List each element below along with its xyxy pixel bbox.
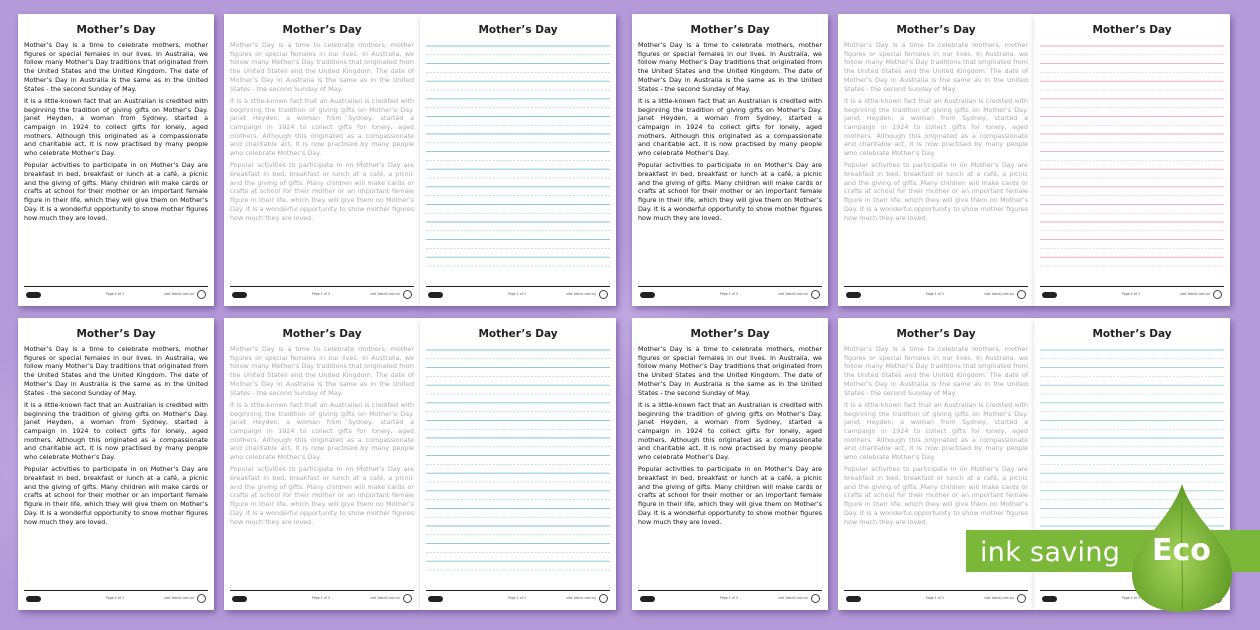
seal-icon [599,594,608,603]
footer-site-link: visit twinkl.com.au [984,292,1014,296]
page-footer [420,284,616,306]
seal-icon [197,594,206,603]
page-footer [224,588,420,610]
seal-icon [1213,290,1222,299]
page-title: Mother’s Day [1092,24,1172,36]
twinkl-logo-icon [640,596,655,602]
paragraph: It is a little-known fact that an Australian is credited with beginning the tradition of giving gifts on Mother’s Day. Janet Heyden, a woman from Sydney, started a campaign in 1924 to collect gifts for lonely, aged mothers. Although this originated as a compassionate and charitable act, it is now practised by many people who celebrate Mother’s Day. [230,400,414,462]
badge-ink-saving-text: ink saving [980,537,1121,568]
paragraph: It is a little-known fact that an Australian is credited with beginning the tradition of giving gifts on Mother’s Day. Janet Heyden, a woman from Sydney, started a campaign in 1924 to collect gifts for lonely, aged mothers. Although this originated as a compassionate and charitable act, it is now practised by many people who celebrate Mother’s Day. [24,400,208,462]
seal-icon [403,594,412,603]
page-body-text [638,41,822,226]
twinkl-logo-icon [1042,292,1057,298]
reading-page [18,318,214,610]
paragraph: Popular activities to participate in on Mother’s Day are breakfast in bed, breakfast or lunch at a café, a picnic and the giving of gifts. Many children will make cards or crafts at school for their mother or an important female figure in their life, which they will give them on Mother’s Day. It is a wonderful opportunity to show mother figures how much they are loved. [24,161,208,222]
footer-page-number: Page 1 of 3 [312,596,330,600]
ink-saving-eco-badge [966,486,1260,600]
paragraph: Mother’s Day is a time to celebrate mothers, mother figures or special females in our lives. In Australia, we follow many Mother’s Day traditions that originated from the United States and the United Kingdom. The date of Mother’s Day in Australia is the same as in the United States - the second Sunday of May. [638,345,822,397]
page-footer [632,284,828,306]
page-title: Mother’s Day [282,24,362,36]
footer-rule [426,590,610,591]
seal-icon [1017,290,1026,299]
page-title: Mother’s Day [478,328,558,340]
twinkl-logo-icon [232,596,247,602]
ruled-lines [426,348,610,578]
footer-page-number: Page 1 of 3 [926,292,944,296]
paragraph: Mother’s Day is a time to celebrate mothers, mother figures or special females in our lives. In Australia, we follow many Mother’s Day traditions that originated from the United States and the United Kingdom. The date of Mother’s Day in Australia is the same as in the United States - the second Sunday of May. [844,345,1028,397]
paragraph: It is a little-known fact that an Australian is credited with beginning the tradition of giving gifts on Mother’s Day. Janet Heyden, a woman from Sydney, started a campaign in 1924 to collect gifts for lonely, aged mothers. Although this originated as a compassionate and charitable act, it is now practised by many people who celebrate Mother’s Day. [638,400,822,462]
worksheet-set [18,14,632,306]
seal-icon [197,290,206,299]
footer-page-number: Page 1 of 3 [1122,596,1140,600]
page-body-text [230,345,414,530]
footer-rule [1040,286,1224,287]
page-title: Mother’s Day [690,24,770,36]
page-title: Mother’s Day [1092,328,1172,340]
worksheet-set [632,14,1246,306]
page-title: Mother’s Day [282,328,362,340]
footer-site-link: visit twinkl.com.au [566,292,596,296]
paragraph: Popular activities to participate in on Mother’s Day are breakfast in bed, breakfast or lunch at a café, a picnic and the giving of gifts. Many children will make cards or crafts at school for their mother or an important female figure in their life, which they will give them on Mother’s Day. It is a wonderful opportunity to show mother figures how much they are loved. [230,161,414,222]
footer-site-link: visit twinkl.com.au [164,596,194,600]
seal-icon [403,290,412,299]
paragraph: It is a little-known fact that an Australian is credited with beginning the tradition of giving gifts on Mother’s Day. Janet Heyden, a woman from Sydney, started a campaign in 1924 to collect gifts for lonely, aged mothers. Although this originated as a compassionate and charitable act, it is now practised by many people who celebrate Mother’s Day. [844,400,1028,462]
paragraph: Mother’s Day is a time to celebrate mothers, mother figures or special females in our lives. In Australia, we follow many Mother’s Day traditions that originated from the United States and the United Kingdom. The date of Mother’s Day in Australia is the same as in the United States - the second Sunday of May. [638,41,822,93]
paragraph: Mother’s Day is a time to celebrate mothers, mother figures or special females in our lives. In Australia, we follow many Mother’s Day traditions that originated from the United States and the United Kingdom. The date of Mother’s Day in Australia is the same as in the United States - the second Sunday of May. [230,41,414,93]
page-title: Mother’s Day [76,24,156,36]
page-title: Mother’s Day [690,328,770,340]
page-footer [632,588,828,610]
paragraph: Mother’s Day is a time to celebrate mothers, mother figures or special females in our lives. In Australia, we follow many Mother’s Day traditions that originated from the United States and the United Kingdom. The date of Mother’s Day in Australia is the same as in the United States - the second Sunday of May. [230,345,414,397]
paragraph: It is a little-known fact that an Australian is credited with beginning the tradition of giving gifts on Mother’s Day. Janet Heyden, a woman from Sydney, started a campaign in 1924 to collect gifts for lonely, aged mothers. Although this originated as a compassionate and charitable act, it is now practised by many people who celebrate Mother’s Day. [24,96,208,158]
footer-site-link: visit twinkl.com.au [370,292,400,296]
page-title: Mother’s Day [478,24,558,36]
footer-site-link: visit twinkl.com.au [164,292,194,296]
page-footer [18,284,214,306]
paragraph: It is a little-known fact that an Australian is credited with beginning the tradition of giving gifts on Mother’s Day. Janet Heyden, a woman from Sydney, started a campaign in 1924 to collect gifts for lonely, aged mothers. Although this originated as a compassionate and charitable act, it is now practised by many people who celebrate Mother’s Day. [638,96,822,158]
ruled-lines [426,44,610,274]
worksheet-set [18,318,632,610]
writing-lines-page [420,318,616,610]
paragraph: Mother’s Day is a time to celebrate mothers, mother figures or special females in our lives. In Australia, we follow many Mother’s Day traditions that originated from the United States and the United Kingdom. The date of Mother’s Day in Australia is the same as in the United States - the second Sunday of May. [24,345,208,397]
footer-rule [230,286,414,287]
page-body-text [24,345,208,530]
footer-page-number: Page 1 of 3 [106,596,124,600]
tracing-page [224,14,420,306]
twinkl-logo-icon [640,292,655,298]
footer-site-link: visit twinkl.com.au [566,596,596,600]
footer-page-number: Page 1 of 3 [720,292,738,296]
footer-rule [638,286,822,287]
page-footer [1034,284,1230,306]
paragraph: Popular activities to participate in on Mother’s Day are breakfast in bed, breakfast or lunch at a café, a picnic and the giving of gifts. Many children will make cards or crafts at school for their mother or an important female figure in their life, which they will give them on Mother’s Day. It is a wonderful opportunity to show mother figures how much they are loved. [24,465,208,526]
badge-eco-text: Eco [1152,533,1211,568]
paragraph: Popular activities to participate in on Mother’s Day are breakfast in bed, breakfast or lunch at a café, a picnic and the giving of gifts. Many children will make cards or crafts at school for their mother or an important female figure in their life, which they will give them on Mother’s Day. It is a wonderful opportunity to show mother figures how much they are loved. [844,161,1028,222]
twinkl-logo-icon [428,596,443,602]
footer-site-link: visit twinkl.com.au [1180,292,1210,296]
footer-rule [426,286,610,287]
writing-lines-page [1034,14,1230,306]
footer-page-number: Page 1 of 3 [720,596,738,600]
footer-page-number: Page 1 of 3 [312,292,330,296]
footer-rule [230,590,414,591]
page-body-text [638,345,822,530]
footer-site-link: visit twinkl.com.au [778,596,808,600]
reading-page [18,14,214,306]
page-title: Mother’s Day [896,24,976,36]
page-body-text [230,41,414,226]
twinkl-logo-icon [846,292,861,298]
tracing-page [224,318,420,610]
paragraph: Popular activities to participate in on Mother’s Day are breakfast in bed, breakfast or lunch at a café, a picnic and the giving of gifts. Many children will make cards or crafts at school for their mother or an important female figure in their life, which they will give them on Mother’s Day. It is a wonderful opportunity to show mother figures how much they are loved. [844,465,1028,526]
footer-rule [844,286,1028,287]
ruled-lines [1040,44,1224,274]
paragraph: Mother’s Day is a time to celebrate mothers, mother figures or special females in our lives. In Australia, we follow many Mother’s Day traditions that originated from the United States and the United Kingdom. The date of Mother’s Day in Australia is the same as in the United States - the second Sunday of May. [844,41,1028,93]
footer-page-number: Page 1 of 3 [508,596,526,600]
paragraph: Popular activities to participate in on Mother’s Day are breakfast in bed, breakfast or lunch at a café, a picnic and the giving of gifts. Many children will make cards or crafts at school for their mother or an important female figure in their life, which they will give them on Mother’s Day. It is a wonderful opportunity to show mother figures how much they are loved. [638,161,822,222]
page-body-text [844,41,1028,226]
twinkl-logo-icon [26,292,41,298]
footer-rule [24,590,208,591]
twinkl-logo-icon [26,596,41,602]
seal-icon [599,290,608,299]
footer-site-link: visit twinkl.com.au [984,596,1014,600]
twinkl-logo-icon [846,596,861,602]
writing-lines-page [420,14,616,306]
page-body-text [24,41,208,226]
page-title: Mother’s Day [76,328,156,340]
twinkl-logo-icon [428,292,443,298]
footer-rule [24,286,208,287]
paragraph: Mother’s Day is a time to celebrate mothers, mother figures or special females in our lives. In Australia, we follow many Mother’s Day traditions that originated from the United States and the United Kingdom. The date of Mother’s Day in Australia is the same as in the United States - the second Sunday of May. [24,41,208,93]
footer-site-link: visit twinkl.com.au [370,596,400,600]
seal-icon [811,594,820,603]
footer-page-number: Page 1 of 3 [926,596,944,600]
paragraph: It is a little-known fact that an Australian is credited with beginning the tradition of giving gifts on Mother’s Day. Janet Heyden, a woman from Sydney, started a campaign in 1924 to collect gifts for lonely, aged mothers. Although this originated as a compassionate and charitable act, it is now practised by many people who celebrate Mother’s Day. [844,96,1028,158]
tracing-page [838,14,1034,306]
page-footer [18,588,214,610]
footer-page-number: Page 1 of 3 [106,292,124,296]
reading-page [632,14,828,306]
footer-rule [638,590,822,591]
footer-page-number: Page 1 of 3 [1122,292,1140,296]
page-footer [224,284,420,306]
page-footer [420,588,616,610]
page-footer [838,284,1034,306]
reading-page [632,318,828,610]
paragraph: Popular activities to participate in on Mother’s Day are breakfast in bed, breakfast or lunch at a café, a picnic and the giving of gifts. Many children will make cards or crafts at school for their mother or an important female figure in their life, which they will give them on Mother’s Day. It is a wonderful opportunity to show mother figures how much they are loved. [230,465,414,526]
seal-icon [811,290,820,299]
page-title: Mother’s Day [896,328,976,340]
paragraph: It is a little-known fact that an Australian is credited with beginning the tradition of giving gifts on Mother’s Day. Janet Heyden, a woman from Sydney, started a campaign in 1924 to collect gifts for lonely, aged mothers. Although this originated as a compassionate and charitable act, it is now practised by many people who celebrate Mother’s Day. [230,96,414,158]
paragraph: Popular activities to participate in on Mother’s Day are breakfast in bed, breakfast or lunch at a café, a picnic and the giving of gifts. Many children will make cards or crafts at school for their mother or an important female figure in their life, which they will give them on Mother’s Day. It is a wonderful opportunity to show mother figures how much they are loved. [638,465,822,526]
footer-site-link: visit twinkl.com.au [778,292,808,296]
footer-page-number: Page 1 of 3 [508,292,526,296]
twinkl-logo-icon [232,292,247,298]
